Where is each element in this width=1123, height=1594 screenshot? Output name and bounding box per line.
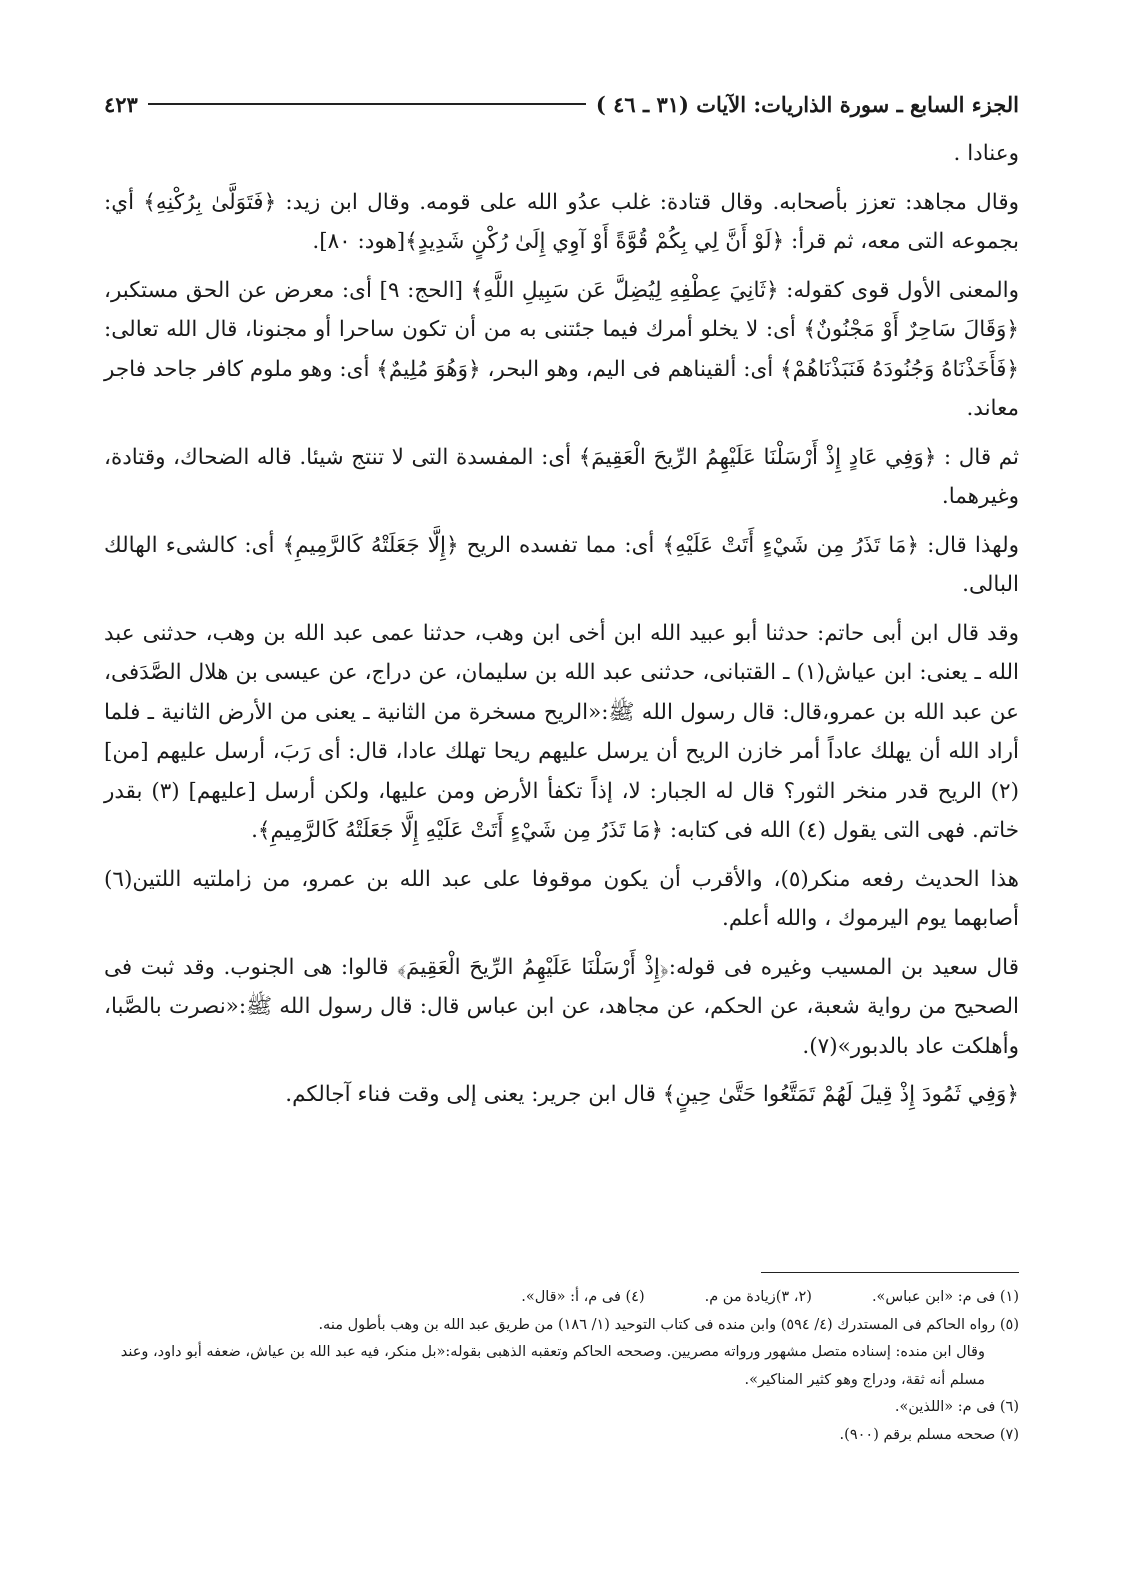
paragraph-3: ثم قال : ﴿وَفِي عَادٍ إِذْ أَرْسَلْنَا عَلَيْهِمُ الرِّيحَ الْعَقِيمَ﴾ أى: المفسدة التى لا تنتج شيئا. قاله الضحاك، وقتادة، وغيرهما. xyxy=(104,444,1019,509)
footnote-5-continued: وقال ابن منده: إسناده متصل مشهور ورواته مصريين. وصححه الحاكم وتعقبه الذهبى بقوله:«بل منكر، فيه عبد الله بن عياش، ضعفه أبو داود، وعند مسلم أنه ثقة، ودراج وهو كثير المناكير». xyxy=(120,1344,985,1388)
paragraph-4: ولهذا قال: ﴿مَا تَذَرُ مِن شَيْءٍ أَتَتْ عَلَيْهِ﴾ أى: مما تفسده الريح ﴿إِلَّا جَعَلَتْهُ كَالرَّمِيمِ﴾ أى: كالشىء الهالك البالى. xyxy=(104,532,1019,597)
footnote-5: (٥) رواه الحاكم فى المستدرك (٤/ ٥٩٤) وابن منده فى كتاب التوحيد (١/ ١٨٦) من طريق عبد الله بن وهب بأطول منه. xyxy=(318,1316,1019,1333)
footnote-separator xyxy=(761,1272,1019,1273)
paragraph-8: ﴿وَفِي ثَمُودَ إِذْ قِيلَ لَهُمْ تَمَتَّعُوا حَتَّىٰ حِينٍ﴾ قال ابن جرير: يعنى إلى وقت فناء آجالكم. xyxy=(285,1082,1019,1107)
paragraph-6: هذا الحديث رفعه منكر(٥)، والأقرب أن يكون موقوفا على عبد الله بن عمرو، من زاملتيه اللتين(٦) أصابهما يوم اليرموك ، والله أعلم. xyxy=(104,866,1019,931)
paragraph-0: وعنادا . xyxy=(953,141,1019,166)
paragraph-2: والمعنى الأول قوى كقوله: ﴿ثَانِيَ عِطْفِهِ لِيُضِلَّ عَن سَبِيلِ اللَّهِ﴾ [الحج: ٩] أى: معرض عن الحق مستكبر، ﴿وَقَالَ سَاحِرٌ أَوْ مَجْنُونٌ﴾ أى: لا يخلو أمرك فيما جئتنى به من أن تكون ساحرا أو مجنونا، قال الله تعالى: ﴿فَأَخَذْنَاهُ وَجُنُودَهُ فَنَبَذْنَاهُمْ﴾ أى: ألقيناهم فى اليم، وهو البحر، ﴿وَهُوَ مُلِيمٌ﴾ أى: وهو ملوم كافر جاحد فاجر معاند. xyxy=(104,277,1019,421)
paragraph-1: وقال مجاهد: تعزز بأصحابه. وقال قتادة: غلب عدُو الله على قومه. وقال ابن زيد: ﴿فَتَوَلَّىٰ بِرُكْنِهِ﴾ أي: بجموعه التى معه، ثم قرأ: ﴿لَوْ أَنَّ لِي بِكُمْ قُوَّةً أَوْ آوِي إِلَىٰ رُكْنٍ شَدِيدٍ﴾[هود: ٨٠]. xyxy=(104,189,1019,254)
footnote-row-1 xyxy=(104,1284,1019,1312)
footnote-6: (٦) فى م: «اللذين». xyxy=(894,1399,1019,1415)
paragraph-5: وقد قال ابن أبى حاتم: حدثنا أبو عبيد الله ابن أخى ابن وهب، حدثنا عمى عبد الله بن وهب، حدثنى عبد الله ـ يعنى: ابن عياش(١) ـ القتبانى، حدثنى عبد الله بن سليمان، عن دراج، عن عيسى بن هلال الصَّدَفى، عن عبد الله بن عمرو،قال: قال رسول الله ﷺ:«الريح مسخرة من الثانية ـ يعنى من الأرض الثانية ـ فلما أراد الله أن يهلك عاداً أمر خازن الريح أن يرسل عليهم ريحا تهلك عادا، قال: أى رَبَ، أرسل عليهم [من] (٢) الريح قدر منخر الثور؟ قال له الجبار: لا، إذاً تكفأ الأرض ومن عليها، ولكن أرسل [عليهم] (٣) بقدر خاتم. فهى التى يقول (٤) الله فى كتابه: ﴿مَا تَذَرُ مِن شَيْءٍ أَتَتْ عَلَيْهِ إِلَّا جَعَلَتْهُ كَالرَّمِيمِ﴾. xyxy=(104,620,1019,843)
page-number: ٤٢٣ xyxy=(104,91,138,117)
header-title: الجزء السابع ـ سورة الذاريات: الآيات (٣١ ـ ٤٦ ) xyxy=(595,91,1019,117)
main-text xyxy=(104,134,1019,1124)
running-header xyxy=(104,84,1019,124)
paragraph-7: قال سعيد بن المسيب وغيره فى قوله:﴿إِذْ أَرْسَلْنَا عَلَيْهِمُ الرِّيحَ الْعَقِيمَ﴾ قالوا: هى الجنوب. وقد ثبت فى الصحيح من رواية شعبة، عن الحكم، عن مجاهد، عن ابن عباس قال: قال رسول الله ﷺ:«نصرت بالصَّبا، وأهلكت عاد بالدبور»(٧). xyxy=(104,954,1019,1059)
footnote-1: (١) فى م: «ابن عباس». xyxy=(871,1289,1019,1305)
footnote-2-3: (٢، ٣)زيادة من م. xyxy=(704,1289,812,1305)
footnote-7: (٧) صححه مسلم برقم (٩٠٠). xyxy=(839,1426,1019,1443)
footnotes xyxy=(104,1284,1019,1449)
header-rule xyxy=(148,103,586,105)
footnote-4: (٤) فى م، أ: «قال». xyxy=(521,1289,645,1305)
